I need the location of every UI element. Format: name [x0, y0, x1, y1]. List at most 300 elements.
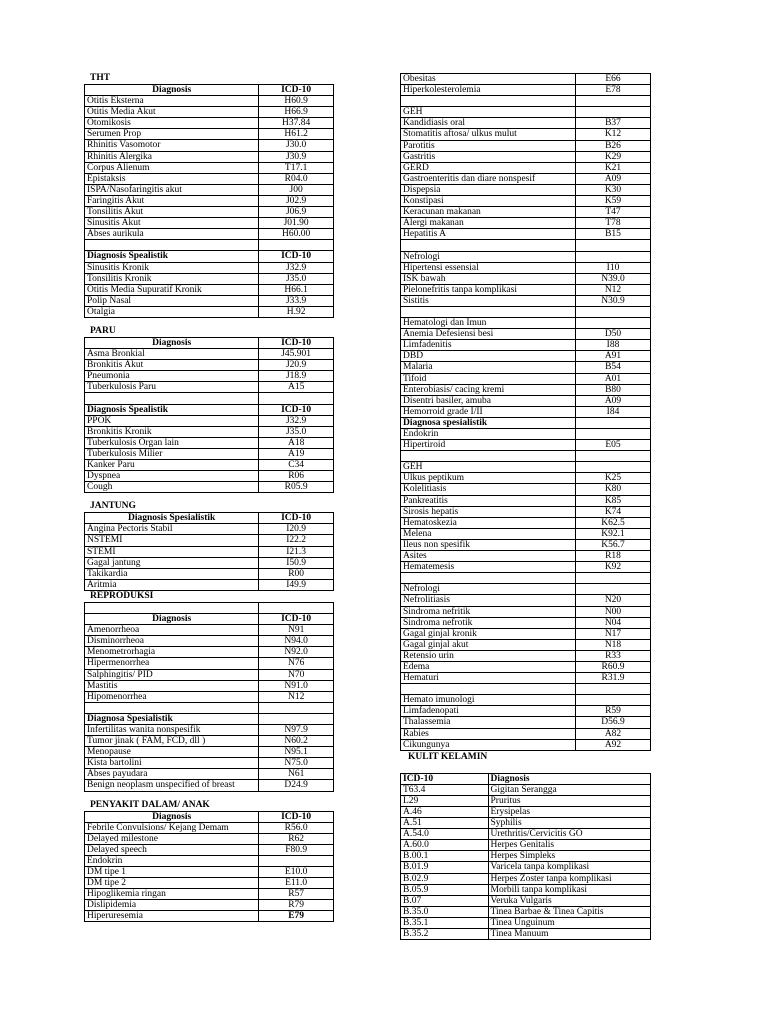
header-diagnosis: Diagnosis: [85, 614, 259, 625]
table-row: [401, 351, 651, 362]
header-diagnosis: Diagnosis Spesialistik: [85, 513, 259, 524]
header-diagnosis: Diagnosis: [85, 811, 259, 822]
table-row: [401, 884, 651, 895]
icd-code-cell: A.60.0: [401, 840, 489, 851]
icd-code-cell: L29: [401, 795, 489, 806]
header-icd10: [259, 713, 334, 724]
table-row: [85, 360, 334, 371]
table-row: [401, 262, 651, 273]
icd-code-cell: N92.0: [259, 647, 334, 658]
diagnosis-cell: Gagal jantung: [85, 557, 259, 568]
diagnosis-cell: Urethritis/Cervicitis GO: [488, 829, 651, 840]
icd-code-cell: N18: [576, 639, 651, 650]
table-row: [85, 460, 334, 471]
diagnosis-cell: DM tipe 1: [85, 867, 259, 878]
table-row: [401, 473, 651, 484]
diagnosis-cell: Asites: [401, 551, 576, 562]
diagnosis-cell: Takikardia: [85, 568, 259, 579]
icd-code-cell: R56.0: [259, 822, 334, 833]
diagnosis-cell: Gagal ginjal kronik: [401, 628, 576, 639]
table-row: [85, 636, 334, 647]
diagnosis-cell: Hiperuresemia: [85, 911, 259, 922]
icd-code-cell: N61: [259, 769, 334, 780]
table-row: [401, 906, 651, 917]
table-row: [401, 562, 651, 573]
table-row: [401, 318, 651, 329]
icd-code-cell: B.35.1: [401, 917, 489, 928]
section-title: REPRODUKSI: [90, 590, 154, 601]
icd-code-cell: [576, 451, 651, 462]
table-row: [85, 284, 334, 295]
diagnosis-cell: Sinusitis Akut: [85, 218, 259, 229]
diagnosis-cell: Nefrologi: [401, 584, 576, 595]
table-row: [401, 539, 651, 550]
table-row: [401, 617, 651, 628]
diagnosis-cell: Melena: [401, 528, 576, 539]
diagnosis-cell: Hipoglikemia ringan: [85, 889, 259, 900]
table-row: [85, 184, 334, 195]
table-header-row: [85, 251, 334, 262]
icd-code-cell: A18: [259, 437, 334, 448]
table-row: [401, 417, 651, 428]
table-row: [85, 195, 334, 206]
table-row: [401, 306, 651, 317]
icd-code-cell: D50: [576, 329, 651, 340]
table-row: [401, 151, 651, 162]
diagnosis-cell: Hepatitis A: [401, 229, 576, 240]
table-row: [85, 867, 334, 878]
diagnosis-cell: Benign neoplasm unspecified of breast: [85, 780, 259, 791]
icd-code-cell: J02.9: [259, 195, 334, 206]
header-icd10: ICD-10: [259, 337, 334, 348]
icd-code-cell: F80.9: [259, 844, 334, 855]
table-row: [85, 855, 334, 866]
icd-code-cell: N94.0: [259, 636, 334, 647]
diagnosis-cell: Infertilitas wanita nonspesifik: [85, 724, 259, 735]
table-row: [401, 429, 651, 440]
diagnosis-cell: Herpes Zoster tanpa komplikasi: [488, 873, 651, 884]
header-icd10: ICD-10: [259, 85, 334, 96]
table-row: [85, 625, 334, 636]
diagnosis-cell: Bronkitis Akut: [85, 360, 259, 371]
table-row: [85, 758, 334, 769]
icd-code-cell: [576, 240, 651, 251]
table-row: [401, 650, 651, 661]
section-title: KULIT KELAMIN: [408, 751, 488, 762]
header-icd10: ICD-10: [401, 773, 489, 784]
diagnosis-cell: Asma Bronkial: [85, 349, 259, 360]
diagnosis-cell: [401, 451, 576, 462]
icd-code-cell: K92.1: [576, 528, 651, 539]
table-row: [401, 495, 651, 506]
table-row: [85, 680, 334, 691]
diagnosis-cell: Hemorroid grade I/II: [401, 406, 576, 417]
diagnosis-cell: Disminorrheoa: [85, 636, 259, 647]
table-row: [85, 96, 334, 107]
table-header-row: [85, 614, 334, 625]
table-row: [85, 162, 334, 173]
icd-code-cell: A.46: [401, 807, 489, 818]
table-row: [85, 140, 334, 151]
diagnosis-cell: Alergi makanan: [401, 218, 576, 229]
icd-code-cell: H61.2: [259, 129, 334, 140]
icd-code-cell: N12: [259, 691, 334, 702]
icd-code-cell: B.35.0: [401, 906, 489, 917]
table-row: [401, 74, 651, 85]
icd-code-cell: H60.9: [259, 96, 334, 107]
icd-code-cell: J30.9: [259, 151, 334, 162]
diagnosis-cell: Tonsilitis Kronik: [85, 273, 259, 284]
table-row: [401, 840, 651, 851]
diagnosis-cell: GEH: [401, 107, 576, 118]
diagnosis-cell: Cikungunya: [401, 739, 576, 750]
icd-code-cell: N30.9: [576, 295, 651, 306]
icd-code-cell: [576, 306, 651, 317]
icd-code-cell: T47: [576, 207, 651, 218]
diagnosis-table: [84, 512, 334, 591]
icd-code-cell: I10: [576, 262, 651, 273]
icd-code-cell: [259, 855, 334, 866]
icd-code-cell: B15: [576, 229, 651, 240]
diagnosis-cell: GERD: [401, 162, 576, 173]
table-row: [401, 739, 651, 750]
icd-code-cell: A19: [259, 448, 334, 459]
table-row: [85, 724, 334, 735]
table-row: [401, 606, 651, 617]
table-row: [401, 340, 651, 351]
icd-code-cell: J00: [259, 184, 334, 195]
table-row: [85, 736, 334, 747]
table-row: [85, 207, 334, 218]
diagnosis-cell: [401, 306, 576, 317]
icd-code-cell: N00: [576, 606, 651, 617]
header-diagnosis: Diagnosa Spesialistik: [85, 713, 259, 724]
table-row: [401, 929, 651, 940]
icd-code-cell: B.01.9: [401, 862, 489, 873]
diagnosis-cell: [401, 240, 576, 251]
table-row: [401, 406, 651, 417]
table-row: [401, 196, 651, 207]
icd-code-cell: N91.0: [259, 680, 334, 691]
table-row: [85, 878, 334, 889]
icd-code-cell: A92: [576, 739, 651, 750]
icd-code-cell: H37.84: [259, 118, 334, 129]
table-row: [401, 229, 651, 240]
table-row: [401, 684, 651, 695]
diagnosis-cell: Varicela tanpa komplikasi: [488, 862, 651, 873]
table-row: [85, 669, 334, 680]
diagnosis-cell: Veruka Vulgaris: [488, 895, 651, 906]
icd-code-cell: A.51: [401, 818, 489, 829]
diagnosis-cell: Stomatitis aftosa/ ulkus mulut: [401, 129, 576, 140]
icd-code-cell: H60.00: [259, 229, 334, 240]
table-row: [85, 844, 334, 855]
diagnosis-cell: Nefrologi: [401, 251, 576, 262]
table-row: [401, 251, 651, 262]
icd-code-cell: E11.0: [259, 878, 334, 889]
icd-code-cell: N12: [576, 284, 651, 295]
table-row: [85, 702, 334, 713]
icd-code-cell: [576, 695, 651, 706]
table-row: [401, 639, 651, 650]
header-icd10: ICD-10: [259, 251, 334, 262]
header-diagnosis: Diagnosis Spealistik: [85, 404, 259, 415]
diagnosis-cell: Tinea Manuum: [488, 929, 651, 940]
diagnosis-cell: Salphingitis/ PID: [85, 669, 259, 680]
diagnosis-cell: Tonsilitis Akut: [85, 207, 259, 218]
table-row: [85, 118, 334, 129]
table-row: [85, 173, 334, 184]
table-row: [85, 382, 334, 393]
icd-code-cell: T17.1: [259, 162, 334, 173]
diagnosis-cell: Faringitis Akut: [85, 195, 259, 206]
icd-code-cell: K85: [576, 495, 651, 506]
icd-code-cell: [576, 584, 651, 595]
diagnosis-cell: Thalassemia: [401, 717, 576, 728]
icd-code-cell: R57: [259, 889, 334, 900]
table-header-row: [85, 404, 334, 415]
table-row: [401, 140, 651, 151]
icd-code-cell: K59: [576, 196, 651, 207]
diagnosis-cell: PPOK: [85, 415, 259, 426]
table-row: [85, 822, 334, 833]
icd-code-cell: A.54.0: [401, 829, 489, 840]
diagnosis-table: [84, 811, 334, 923]
table-row: [401, 484, 651, 495]
table-row: [85, 524, 334, 535]
diagnosis-cell: Erysipelas: [488, 807, 651, 818]
table-row: [401, 895, 651, 906]
table-row: [401, 451, 651, 462]
table-row: [401, 207, 651, 218]
diagnosis-table: [84, 84, 334, 318]
table-row: [85, 415, 334, 426]
diagnosis-cell: Menopause: [85, 747, 259, 758]
diagnosis-cell: Nefrolitiasis: [401, 595, 576, 606]
table-row: [85, 911, 334, 922]
diagnosis-cell: Sistitis: [401, 295, 576, 306]
icd-code-cell: K21: [576, 162, 651, 173]
left-column: [84, 73, 334, 922]
icd-code-cell: R18: [576, 551, 651, 562]
diagnosis-cell: Otitis Media Supuratif Kronik: [85, 284, 259, 295]
icd-code-cell: K25: [576, 473, 651, 484]
icd-code-cell: A01: [576, 373, 651, 384]
diagnosis-cell: Hiperkolesterolemia: [401, 85, 576, 96]
diagnosis-cell: ISPA/Nasofaringitis akut: [85, 184, 259, 195]
icd-code-cell: B80: [576, 384, 651, 395]
diagnosis-cell: Herpes Simpleks: [488, 851, 651, 862]
diagnosis-cell: Kandidiasis oral: [401, 118, 576, 129]
table-row: [401, 118, 651, 129]
diagnosis-cell: DBD: [401, 351, 576, 362]
table-row: [401, 329, 651, 340]
icd-code-cell: H66.9: [259, 107, 334, 118]
header-diagnosis: [85, 602, 259, 613]
diagnosis-cell: Serumen Prop: [85, 129, 259, 140]
icd-code-cell: J32.9: [259, 415, 334, 426]
table-row: [85, 747, 334, 758]
kulit-kelamin-table: [400, 773, 651, 940]
icd-code-cell: R79: [259, 900, 334, 911]
diagnosis-cell: Amenorrheoa: [85, 625, 259, 636]
table-row: [85, 647, 334, 658]
section-title: THT: [90, 73, 111, 83]
header-icd10: ICD-10: [259, 513, 334, 524]
table-row: [401, 440, 651, 451]
table-row: [401, 373, 651, 384]
icd-code-cell: B.00.1: [401, 851, 489, 862]
section-title: JANTUNG: [90, 501, 136, 512]
table-header-row: [85, 713, 334, 724]
table-row: [85, 579, 334, 590]
diagnosis-cell: Hipertensi essensial: [401, 262, 576, 273]
icd-code-cell: N60.2: [259, 736, 334, 747]
table-row: [85, 218, 334, 229]
diagnosis-cell: Hematoskezia: [401, 517, 576, 528]
table-row: [401, 162, 651, 173]
table-row: [401, 218, 651, 229]
diagnosis-cell: Obesitas: [401, 74, 576, 85]
icd-code-cell: J33.9: [259, 295, 334, 306]
icd-code-cell: A82: [576, 728, 651, 739]
diagnosis-table: [84, 602, 334, 792]
table-row: [85, 568, 334, 579]
diagnosis-table: [84, 337, 334, 493]
icd-code-cell: J06.9: [259, 207, 334, 218]
table-row: [85, 426, 334, 437]
table-row: [401, 528, 651, 539]
table-row: [401, 717, 651, 728]
icd-code-cell: I20.9: [259, 524, 334, 535]
diagnosis-cell: Rabies: [401, 728, 576, 739]
diagnosis-cell: Disentri basiler, amuba: [401, 395, 576, 406]
icd-code-cell: E78: [576, 85, 651, 96]
diagnosis-cell: Hipertiroid: [401, 440, 576, 451]
diagnosis-cell: Diagnosa spesialistik: [401, 417, 576, 428]
diagnosis-cell: DM tipe 2: [85, 878, 259, 889]
table-row: [85, 889, 334, 900]
icd-code-cell: N17: [576, 628, 651, 639]
diagnosis-cell: [85, 240, 259, 251]
right-column: [400, 73, 651, 940]
diagnosis-cell: Pneumonia: [85, 371, 259, 382]
table-row: [85, 557, 334, 568]
icd-code-cell: H66.1: [259, 284, 334, 295]
icd-code-cell: I84: [576, 406, 651, 417]
table-row: [85, 273, 334, 284]
icd-code-cell: D24.9: [259, 780, 334, 791]
table-row: [401, 295, 651, 306]
icd-code-cell: J45.901: [259, 349, 334, 360]
icd-code-cell: I22.2: [259, 535, 334, 546]
table-row: [85, 546, 334, 557]
diagnosis-cell: Otitis Eksterna: [85, 96, 259, 107]
table-row: [85, 371, 334, 382]
table-row: [401, 551, 651, 562]
diagnosis-cell: Keracunan makanan: [401, 207, 576, 218]
icd-code-cell: B37: [576, 118, 651, 129]
header-diagnosis: Diagnosis Spealistik: [85, 251, 259, 262]
table-row: [401, 862, 651, 873]
table-row: [401, 673, 651, 684]
header-diagnosis: Diagnosis: [85, 85, 259, 96]
icd-code-cell: R31.9: [576, 673, 651, 684]
icd-code-cell: [259, 702, 334, 713]
diagnosis-cell: Rhinitis Vasomotor: [85, 140, 259, 151]
header-diagnosis: Diagnosis: [85, 337, 259, 348]
table-row: [85, 295, 334, 306]
icd-code-cell: R60.9: [576, 661, 651, 672]
icd-code-cell: B.07: [401, 895, 489, 906]
icd-code-cell: [576, 684, 651, 695]
icd-code-cell: B54: [576, 362, 651, 373]
diagnosis-cell: STEMI: [85, 546, 259, 557]
table-row: [401, 96, 651, 107]
diagnosis-cell: Malaria: [401, 362, 576, 373]
diagnosis-cell: Tuberkulosis Paru: [85, 382, 259, 393]
icd-code-cell: K12: [576, 129, 651, 140]
table-row: [401, 462, 651, 473]
table-row: [401, 829, 651, 840]
diagnosis-cell: Endokrin: [85, 855, 259, 866]
table-row: [401, 706, 651, 717]
diagnosis-cell: Morbili tanpa komplikasi: [488, 884, 651, 895]
icd-code-cell: A09: [576, 395, 651, 406]
table-row: [401, 362, 651, 373]
table-row: [401, 517, 651, 528]
icd-code-cell: N95.1: [259, 747, 334, 758]
table-row: [85, 240, 334, 251]
diagnosis-cell: Tinea Unguinum: [488, 917, 651, 928]
diagnosis-cell: Kanker Paru: [85, 460, 259, 471]
icd-code-cell: N75.0: [259, 758, 334, 769]
icd-code-cell: I49.9: [259, 579, 334, 590]
icd-code-cell: N04: [576, 617, 651, 628]
table-header-row: [401, 773, 651, 784]
icd-code-cell: [259, 240, 334, 251]
diagnosis-cell: Hematologi dan Imun: [401, 318, 576, 329]
table-row: [401, 240, 651, 251]
icd-code-cell: [576, 573, 651, 584]
icd-code-cell: K29: [576, 151, 651, 162]
table-row: [85, 769, 334, 780]
diagnosis-cell: Pielonefritis tanpa komplikasi: [401, 284, 576, 295]
table-row: [85, 900, 334, 911]
table-row: [85, 448, 334, 459]
header-diagnosis: Diagnosis: [488, 773, 651, 784]
diagnosis-cell: Bronkitis Kronik: [85, 426, 259, 437]
diagnosis-cell: Gagal ginjal akut: [401, 639, 576, 650]
section-title: PARU: [90, 325, 116, 336]
icd-code-cell: [259, 393, 334, 404]
table-row: [85, 349, 334, 360]
diagnosis-cell: Hipermenorrhea: [85, 658, 259, 669]
table-row: [85, 306, 334, 317]
header-icd10: ICD-10: [259, 811, 334, 822]
diagnosis-cell: Gastritis: [401, 151, 576, 162]
table-row: [401, 284, 651, 295]
diagnosis-cell: Kista bartolini: [85, 758, 259, 769]
table-row: [401, 395, 651, 406]
diagnosis-cell: Rhinitis Alergika: [85, 151, 259, 162]
diagnosis-cell: Abses payudara: [85, 769, 259, 780]
table-row: [85, 129, 334, 140]
diagnosis-cell: Polip Nasal: [85, 295, 259, 306]
icd-code-cell: [576, 429, 651, 440]
diagnosis-table-continued: [400, 73, 651, 751]
icd-code-cell: [576, 96, 651, 107]
